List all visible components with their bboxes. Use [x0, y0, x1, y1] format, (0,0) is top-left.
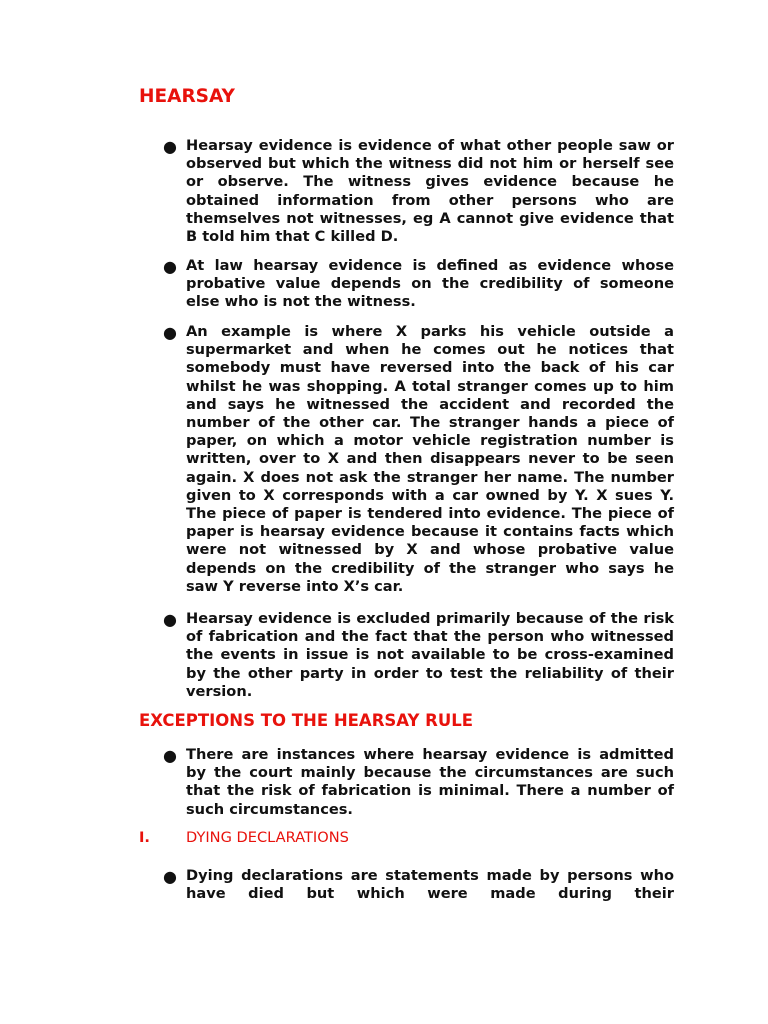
- bullet-icon: ●: [163, 610, 177, 629]
- bullet-dying-declarations: [163, 867, 674, 903]
- bullet-icon: ●: [163, 137, 177, 156]
- bullet-text: There are instances where hearsay evidence is admitted by the court mainly because the circumstances are such that the risk of fabrication is minimal. There a number of such circumstances.: [186, 746, 674, 818]
- bullet-exceptions-intro: [163, 746, 674, 819]
- bullet-law-definition: [163, 257, 674, 312]
- section-heading-exceptions: EXCEPTIONS TO THE HEARSAY RULE: [139, 711, 474, 730]
- bullet-text: Dying declarations are statements made by persons who have died but which were made during their: [186, 867, 674, 903]
- bullet-hearsay-definition: [163, 137, 674, 246]
- page-title: HEARSAY: [139, 86, 235, 107]
- subsection-number: I.: [139, 829, 150, 846]
- bullet-icon: ●: [163, 323, 177, 342]
- bullet-exclusion-reason: [163, 610, 674, 701]
- bullet-text: Hearsay evidence is evidence of what other people saw or observed but which the witness did not him or herself see or observe. The witness gives evidence because he obtained information from other persons who are themselves not witnesses, eg A cannot give evidence that B told him that C killed D.: [186, 137, 674, 246]
- bullet-icon: ●: [163, 867, 177, 886]
- bullet-example: [163, 323, 674, 596]
- subsection-title: DYING DECLARATIONS: [186, 829, 349, 846]
- bullet-icon: ●: [163, 746, 177, 765]
- bullet-text: Hearsay evidence is excluded primarily because of the risk of fabrication and the fact that the person who witnessed the events in issue is not available to be cross-examined by the other party in order to test the reliability of their version.: [186, 610, 674, 700]
- bullet-text: An example is where X parks his vehicle outside a supermarket and when he comes out he notices that somebody must have reversed into the back of his car whilst he was shopping. A total stranger comes up to him and says he witnessed the accident and recorded the number of the other car. The stranger hands a piece of paper, on which a motor vehicle registration number is written, over to X and then disappears never to be seen again. X does not ask the stranger her name. The number given to X corresponds with a car owned by Y. X sues Y. The piece of paper is tendered into evidence. The piece of paper is hearsay evidence because it contains facts which were not witnessed by X and whose probative value depends on the credibility of the stranger who says he saw Y reverse into X’s car.: [186, 323, 674, 595]
- bullet-icon: ●: [163, 257, 177, 276]
- bullet-text: At law hearsay evidence is defined as evidence whose probative value depends on the credibility of someone else who is not the witness.: [186, 257, 674, 311]
